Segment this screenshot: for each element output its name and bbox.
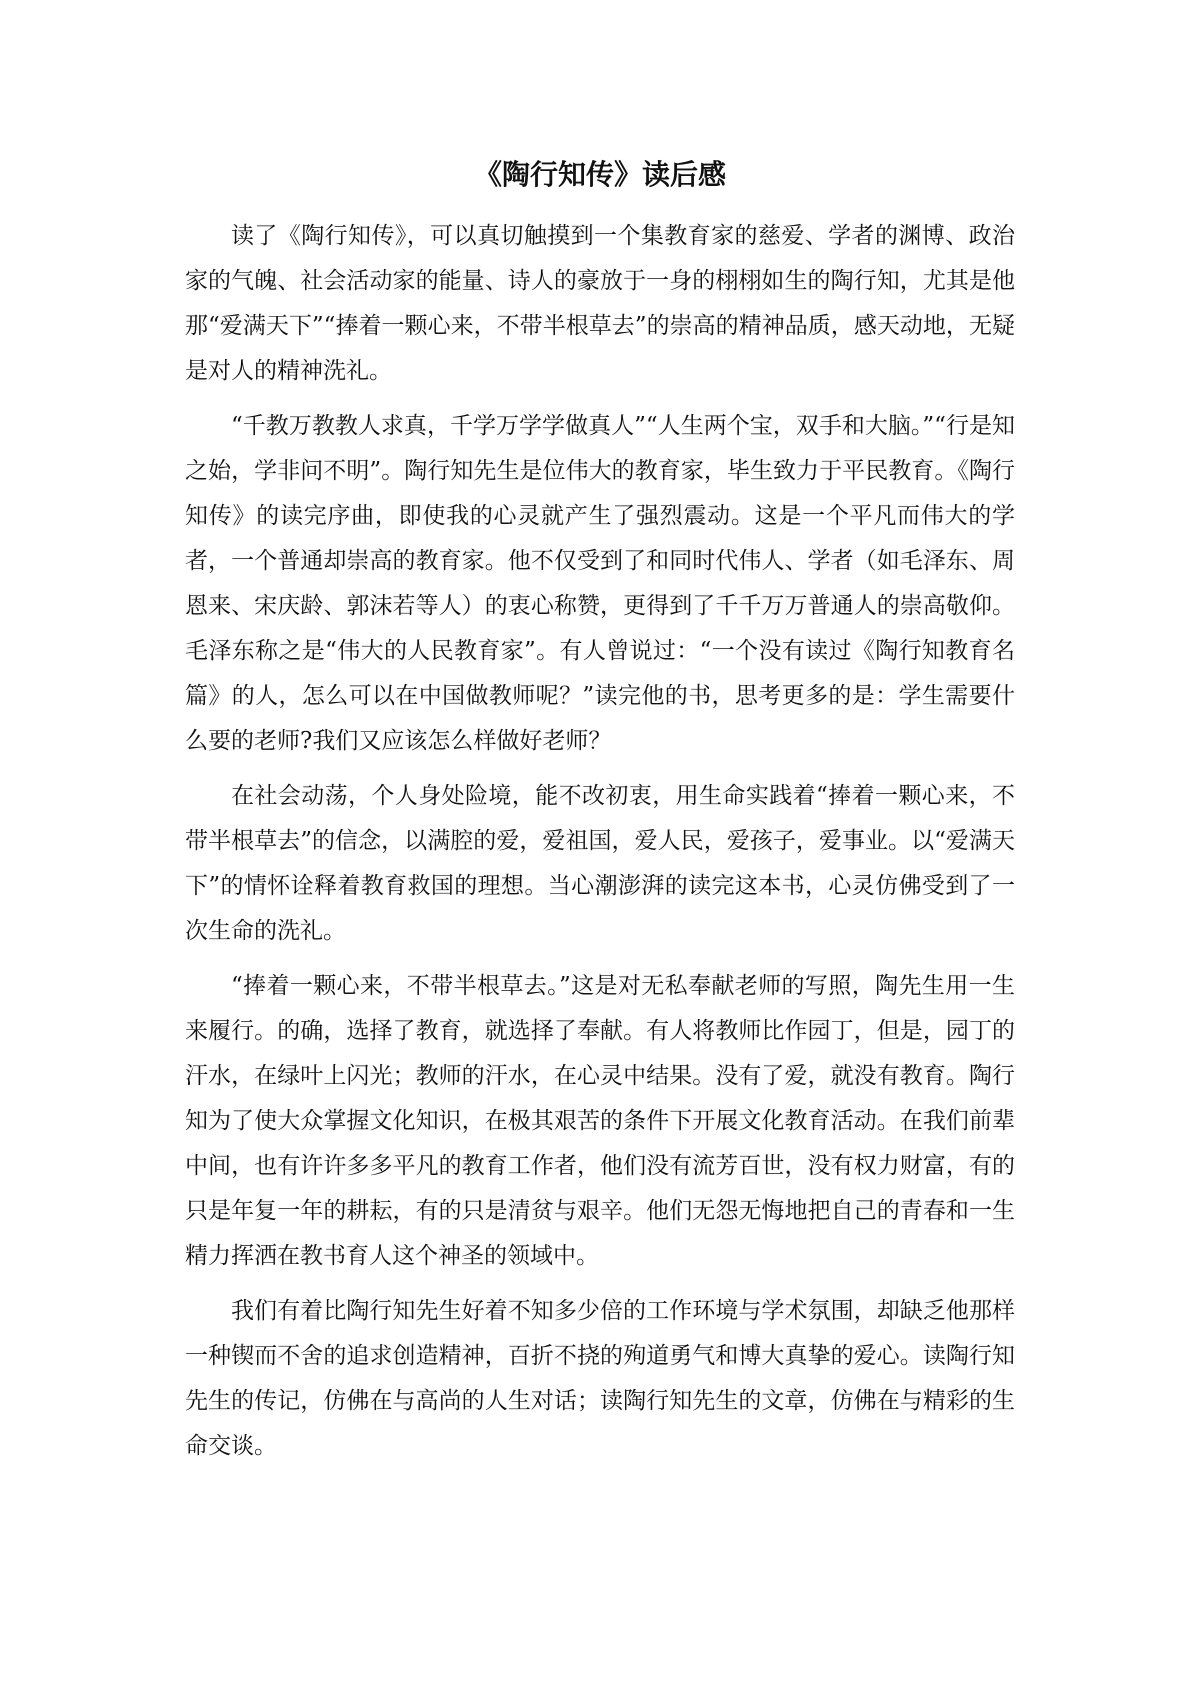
paragraph: 我们有着比陶行知先生好着不知多少倍的工作环境与学术氛围，却缺乏他那样一种锲而不舍的追求创造精神，百折不挠的殉道勇气和博大真挚的爱心。读陶行知先生的传记，仿佛在与高尚的人生对话；读陶行知先生的文章，仿佛在与精彩的生命交谈。 [185,1298,1015,1459]
paragraph: “千教万教教人求真，千学万学学做真人”“人生两个宝，双手和大脑。”“行是知之始，学非问不明”。陶行知先生是位伟大的教育家，毕生致力于平民教育。《陶行知传》的读完序曲，即使我的心灵就产生了强烈震动。这是一个平凡而伟大的学者，一个普通却崇高的教育家。他不仅受到了和同时代伟人、学者（如毛泽东、周恩来、宋庆龄、郭沫若等人）的衷心称赞，更得到了千千万万普通人的崇高敬仰。毛泽东称之是“伟大的人民教育家”。有人曾说过：“一个没有读过《陶行知教育名篇》的人，怎么可以在中国做教师呢？”读完他的书，思考更多的是：学生需要什么要的老师?我们又应该怎么样做好老师？ [185,413,1015,754]
paragraph: “捧着一颗心来，不带半根草去。”这是对无私奉献老师的写照，陶先生用一生来履行。的确，选择了教育，就选择了奉献。有人将教师比作园丁，但是，园丁的汗水，在绿叶上闪光；教师的汗水，在心灵中结果。没有了爱，就没有教育。陶行知为了使大众掌握文化知识，在极其艰苦的条件下开展文化教育活动。在我们前辈中间，也有许许多多平凡的教育工作者，他们没有流芳百世，没有权力财富，有的只是年复一年的耕耘，有的只是清贫与艰辛。他们无怨无悔地把自己的青春和一生精力挥洒在教书育人这个神圣的领域中。 [185,973,1015,1269]
paragraph: 读了《陶行知传》，可以真切触摸到一个集教育家的慈爱、学者的渊博、政治家的气魄、社会活动家的能量、诗人的豪放于一身的栩栩如生的陶行知，尤其是他那“爱满天下”“捧着一颗心来，不带半根草去”的崇高的精神品质，感天动地，无疑是对人的精神洗礼。 [185,223,1015,384]
paragraph: 在社会动荡，个人身处险境，能不改初衷，用生命实践着“捧着一颗心来，不带半根草去”的信念，以满腔的爱，爱祖国，爱人民，爱孩子，爱事业。以“爱满天下”的情怀诠释着教育救国的理想。当心潮澎湃的读完这本书，心灵仿佛受到了一次生命的洗礼。 [185,783,1015,944]
document-body [185,214,1015,1479]
document-title: 《陶行知传》读后感 [473,158,726,191]
